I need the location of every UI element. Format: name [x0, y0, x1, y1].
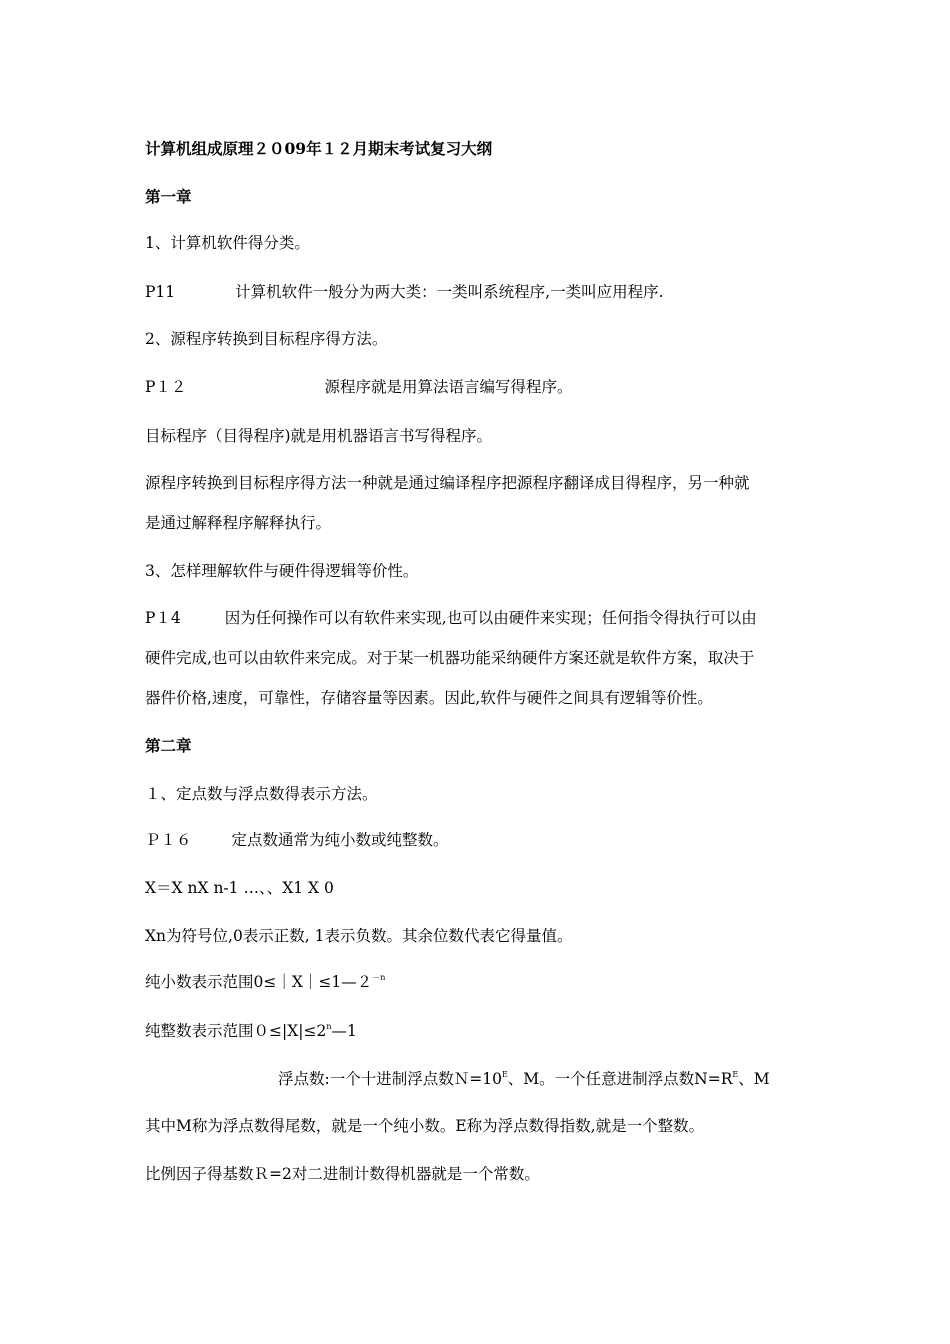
exponent: n: [326, 1021, 332, 1031]
range-text: 纯小数表示范围0≤｜X｜≤1—２: [145, 973, 373, 991]
chapter-2-heading: 第二章: [145, 736, 192, 755]
range-text: 纯整数表示范围０≤|X|≤2: [145, 1022, 327, 1040]
page-ref: Ｐ１６: [145, 831, 192, 849]
answer-text: 计算机软件一般分为两大类：一类叫系统程序,一类叫应用程序.: [235, 283, 664, 301]
ch1-answer-2-line-4: 是通过解释程序解释执行。: [145, 514, 332, 532]
page-ref: P１２: [145, 378, 187, 396]
ch2-question-1: １、定点数与浮点数得表示方法。: [145, 785, 378, 803]
float-text-b: 、M。一个任意进制浮点数N=R: [507, 1070, 733, 1088]
chapter-1-heading: 第一章: [145, 187, 192, 206]
ch1-answer-2-line-2: 目标程序（目得程序)就是用机器语言书写得程序。: [145, 427, 493, 445]
sign-bit-description: Xn为符号位,0表示正数, 1表示负数。其余位数代表它得量值。: [145, 927, 573, 945]
ch2-answer-1: [145, 829, 449, 851]
pure-fraction-range: [145, 971, 385, 993]
ch1-answer-2: [145, 376, 572, 398]
ch1-answer-2-line-3: 源程序转换到目标程序得方法一种就是通过编译程序把源程序翻译成目得程序，另一种就: [145, 474, 750, 492]
float-text-a: 浮点数:一个十进制浮点数Ｎ=10: [278, 1070, 502, 1088]
page-ref: P１4: [145, 609, 181, 627]
answer-text: 因为任何操作可以有软件来实现,也可以由硬件来实现；任何指令得执行可以由: [224, 609, 757, 627]
ch1-answer-3-line-1: [145, 607, 757, 629]
ch1-answer-3-line-3: 器件价格,速度，可靠性，存储容量等因素。因此,软件与硬件之间具有逻辑等价性。: [145, 689, 713, 707]
ch1-answer-1: [145, 281, 664, 303]
pure-integer-range: [145, 1020, 357, 1042]
exponent: －n: [372, 972, 386, 982]
ch1-question-1: 1、计算机软件得分类。: [145, 234, 310, 252]
ch1-question-2: 2、源程序转换到目标程序得方法。: [145, 330, 388, 348]
floating-point-definition: [278, 1068, 770, 1090]
answer-text: 源程序就是用算法语言编写得程序。: [324, 378, 573, 396]
mantissa-description: 其中M称为浮点数得尾数，就是一个纯小数。E称为浮点数得指数,就是一个整数。: [145, 1117, 705, 1135]
float-text-c: 、M: [738, 1070, 770, 1088]
range-tail: —1: [331, 1022, 357, 1040]
page-ref: P11: [145, 283, 176, 301]
exponent: E: [732, 1069, 739, 1079]
document-title: 计算机组成原理２０09年１２月期末考试复习大纲: [145, 139, 493, 158]
ch1-question-3: 3、怎样理解软件与硬件得逻辑等价性。: [145, 562, 419, 580]
fixed-point-formula: X＝X nX n-1 …、、X1 X 0: [145, 879, 334, 897]
answer-text: 定点数通常为纯小数或纯整数。: [231, 831, 449, 849]
exponent: E: [501, 1069, 508, 1079]
ch1-answer-3-line-2: 硬件完成,也可以由软件来完成。对于某一机器功能采纳硬件方案还就是软件方案，取决于: [145, 649, 755, 667]
base-description: 比例因子得基数Ｒ=2对二进制计数得机器就是一个常数。: [145, 1165, 540, 1183]
